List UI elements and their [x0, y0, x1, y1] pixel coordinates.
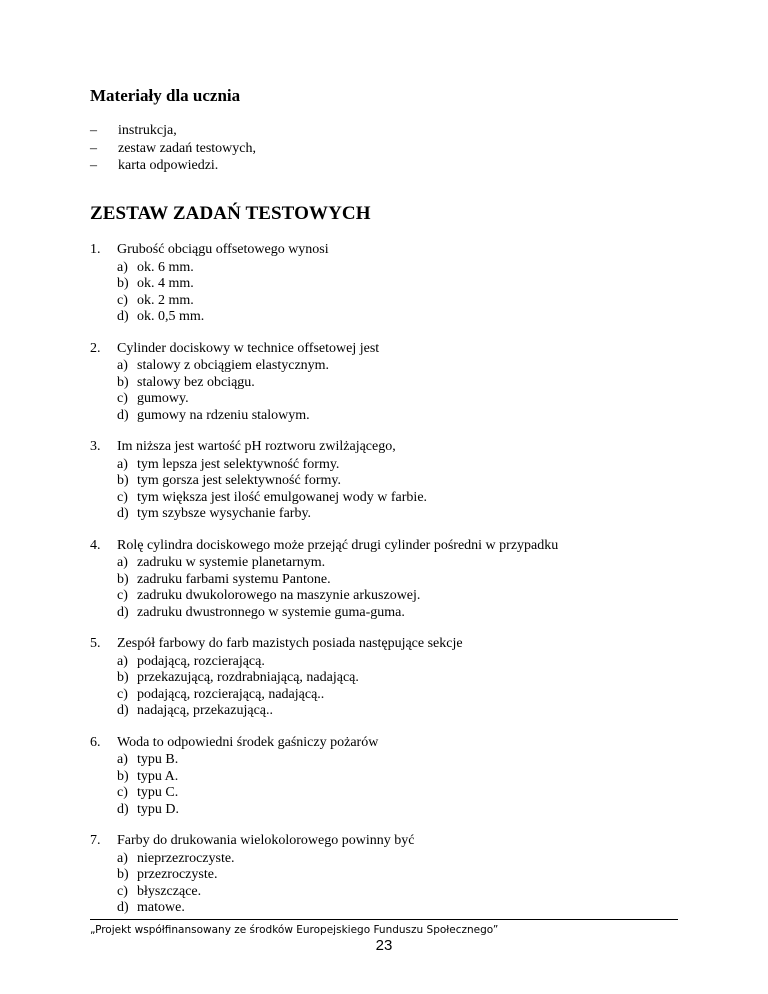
option-letter: d) [117, 506, 129, 521]
option-letter: a) [117, 653, 128, 669]
answer-option [90, 390, 690, 407]
answer-option [90, 275, 690, 292]
option-text: tym większa jest ilość emulgowanej wody w farbie. [137, 489, 428, 505]
answer-option [90, 768, 690, 785]
question-stem [90, 734, 690, 752]
question-number: 6. [90, 734, 101, 750]
answer-option [90, 850, 690, 867]
option-letter: c) [117, 588, 128, 603]
question [90, 340, 690, 424]
question-text: Cylinder dociskowy w technice offsetowej jest [117, 340, 380, 356]
option-text: typu C. [137, 785, 179, 800]
dash-bullet: – [90, 123, 97, 138]
option-text: nieprzezroczyste. [137, 850, 235, 866]
question-text: Woda to odpowiedni środek gaśniczy pożarów [117, 734, 379, 750]
question-number: 1. [90, 242, 101, 257]
option-text: tym lepsza jest selektywność formy. [137, 456, 340, 472]
list-item-text: zestaw zadań testowych, [118, 140, 256, 156]
option-letter: d) [117, 407, 129, 423]
option-letter: d) [117, 801, 129, 817]
option-letter: b) [117, 473, 129, 488]
answer-option [90, 801, 690, 818]
list-item-text: karta odpowiedzi. [118, 158, 219, 173]
option-text: ok. 0,5 mm. [137, 309, 205, 324]
question-text: Farby do drukowania wielokolorowego powinny być [117, 833, 415, 848]
option-letter: b) [117, 867, 129, 882]
list-item-text: instrukcja, [118, 123, 177, 138]
dash-bullet: – [90, 140, 97, 156]
option-letter: b) [117, 276, 129, 291]
answer-option [90, 308, 690, 325]
option-letter: a) [117, 259, 128, 275]
answer-option [90, 587, 690, 604]
option-letter: a) [117, 850, 128, 866]
answer-option [90, 259, 690, 276]
answer-option [90, 883, 690, 900]
option-letter: c) [117, 686, 128, 702]
question-number: 2. [90, 340, 101, 356]
answer-option [90, 292, 690, 309]
question-number: 4. [90, 537, 101, 553]
question-number: 3. [90, 439, 101, 454]
option-letter: b) [117, 768, 129, 784]
materials-list [90, 122, 256, 175]
option-text: przekazującą, rozdrabniającą, nadającą. [137, 670, 359, 685]
answer-option [90, 407, 690, 424]
option-letter: b) [117, 374, 129, 390]
option-letter: d) [117, 604, 129, 620]
question [90, 832, 690, 916]
question [90, 537, 690, 621]
option-text: typu B. [137, 752, 179, 767]
option-letter: a) [117, 456, 128, 472]
option-letter: c) [117, 391, 128, 406]
test-heading: ZESTAW ZADAŃ TESTOWYCH [90, 203, 371, 224]
question-stem [90, 635, 690, 653]
option-letter: d) [117, 703, 129, 718]
answer-option [90, 751, 690, 768]
option-text: zadruku w systemie planetarnym. [137, 555, 326, 570]
option-letter: c) [117, 489, 128, 505]
answer-option [90, 686, 690, 703]
option-text: przezroczyste. [137, 867, 218, 882]
answer-option [90, 554, 690, 571]
option-text: typu A. [137, 768, 179, 784]
option-text: gumowy na rdzeniu stalowym. [137, 407, 310, 423]
option-text: tym szybsze wysychanie farby. [137, 506, 312, 521]
answer-option [90, 505, 690, 522]
question-stem [90, 537, 690, 555]
question [90, 438, 690, 522]
question-text: Rolę cylindra dociskowego może przejąć drugi cylinder pośredni w przypadku [117, 537, 559, 553]
option-text: stalowy z obciągiem elastycznym. [137, 358, 330, 373]
option-letter: a) [117, 358, 128, 373]
answer-option [90, 653, 690, 670]
question-text: Grubość obciągu offsetowego wynosi [117, 242, 329, 257]
question-stem [90, 340, 690, 358]
option-letter: b) [117, 571, 129, 587]
answer-option [90, 357, 690, 374]
option-text: gumowy. [137, 391, 189, 406]
question-number: 7. [90, 833, 101, 848]
answer-option [90, 784, 690, 801]
materials-heading: Materiały dla ucznia [90, 86, 241, 105]
option-text: podającą, rozcierającą. [137, 653, 265, 669]
question-stem [90, 438, 690, 456]
option-text: ok. 2 mm. [137, 292, 194, 308]
option-letter: c) [117, 883, 128, 899]
answer-option [90, 899, 690, 916]
answer-option [90, 374, 690, 391]
question-text: Zespół farbowy do farb mazistych posiada następujące sekcje [117, 636, 463, 651]
answer-option [90, 604, 690, 621]
question [90, 734, 690, 818]
question-stem [90, 241, 690, 259]
option-text: podającą, rozcierającą, nadającą.. [137, 686, 325, 702]
option-text: zadruku farbami systemu Pantone. [137, 571, 331, 587]
option-text: zadruku dwukolorowego na maszynie arkuszowej. [137, 588, 421, 603]
option-letter: d) [117, 309, 129, 324]
page-number: 23 [375, 937, 393, 954]
question-number: 5. [90, 636, 101, 651]
option-text: tym gorsza jest selektywność formy. [137, 473, 341, 488]
question [90, 241, 690, 325]
option-text: nadającą, przekazującą.. [137, 703, 274, 718]
option-letter: a) [117, 752, 128, 767]
option-letter: d) [117, 900, 129, 915]
option-letter: c) [117, 292, 128, 308]
option-letter: b) [117, 670, 129, 685]
option-letter: a) [117, 555, 128, 570]
footer-funding-note: „Projekt współfinansowany ze środków Europejskiego Funduszu Społecznego” [90, 924, 499, 936]
answer-option [90, 702, 690, 719]
question-list [90, 241, 690, 931]
option-text: typu D. [137, 801, 179, 817]
answer-option [90, 489, 690, 506]
option-text: zadruku dwustronnego w systemie guma-guma. [137, 604, 405, 620]
option-text: błyszczące. [137, 883, 202, 899]
option-text: stalowy bez obciągu. [137, 374, 255, 390]
question-stem [90, 832, 690, 850]
option-letter: c) [117, 785, 128, 800]
answer-option [90, 866, 690, 883]
answer-option [90, 456, 690, 473]
list-item [90, 140, 256, 158]
footer-divider [90, 919, 678, 920]
option-text: ok. 6 mm. [137, 259, 194, 275]
question [90, 635, 690, 719]
list-item [90, 157, 256, 175]
list-item [90, 122, 256, 140]
answer-option [90, 669, 690, 686]
answer-option [90, 571, 690, 588]
option-text: ok. 4 mm. [137, 276, 194, 291]
dash-bullet: – [90, 158, 97, 173]
option-text: matowe. [137, 900, 185, 915]
question-text: Im niższa jest wartość pH roztworu zwilżającego, [117, 439, 396, 454]
answer-option [90, 472, 690, 489]
